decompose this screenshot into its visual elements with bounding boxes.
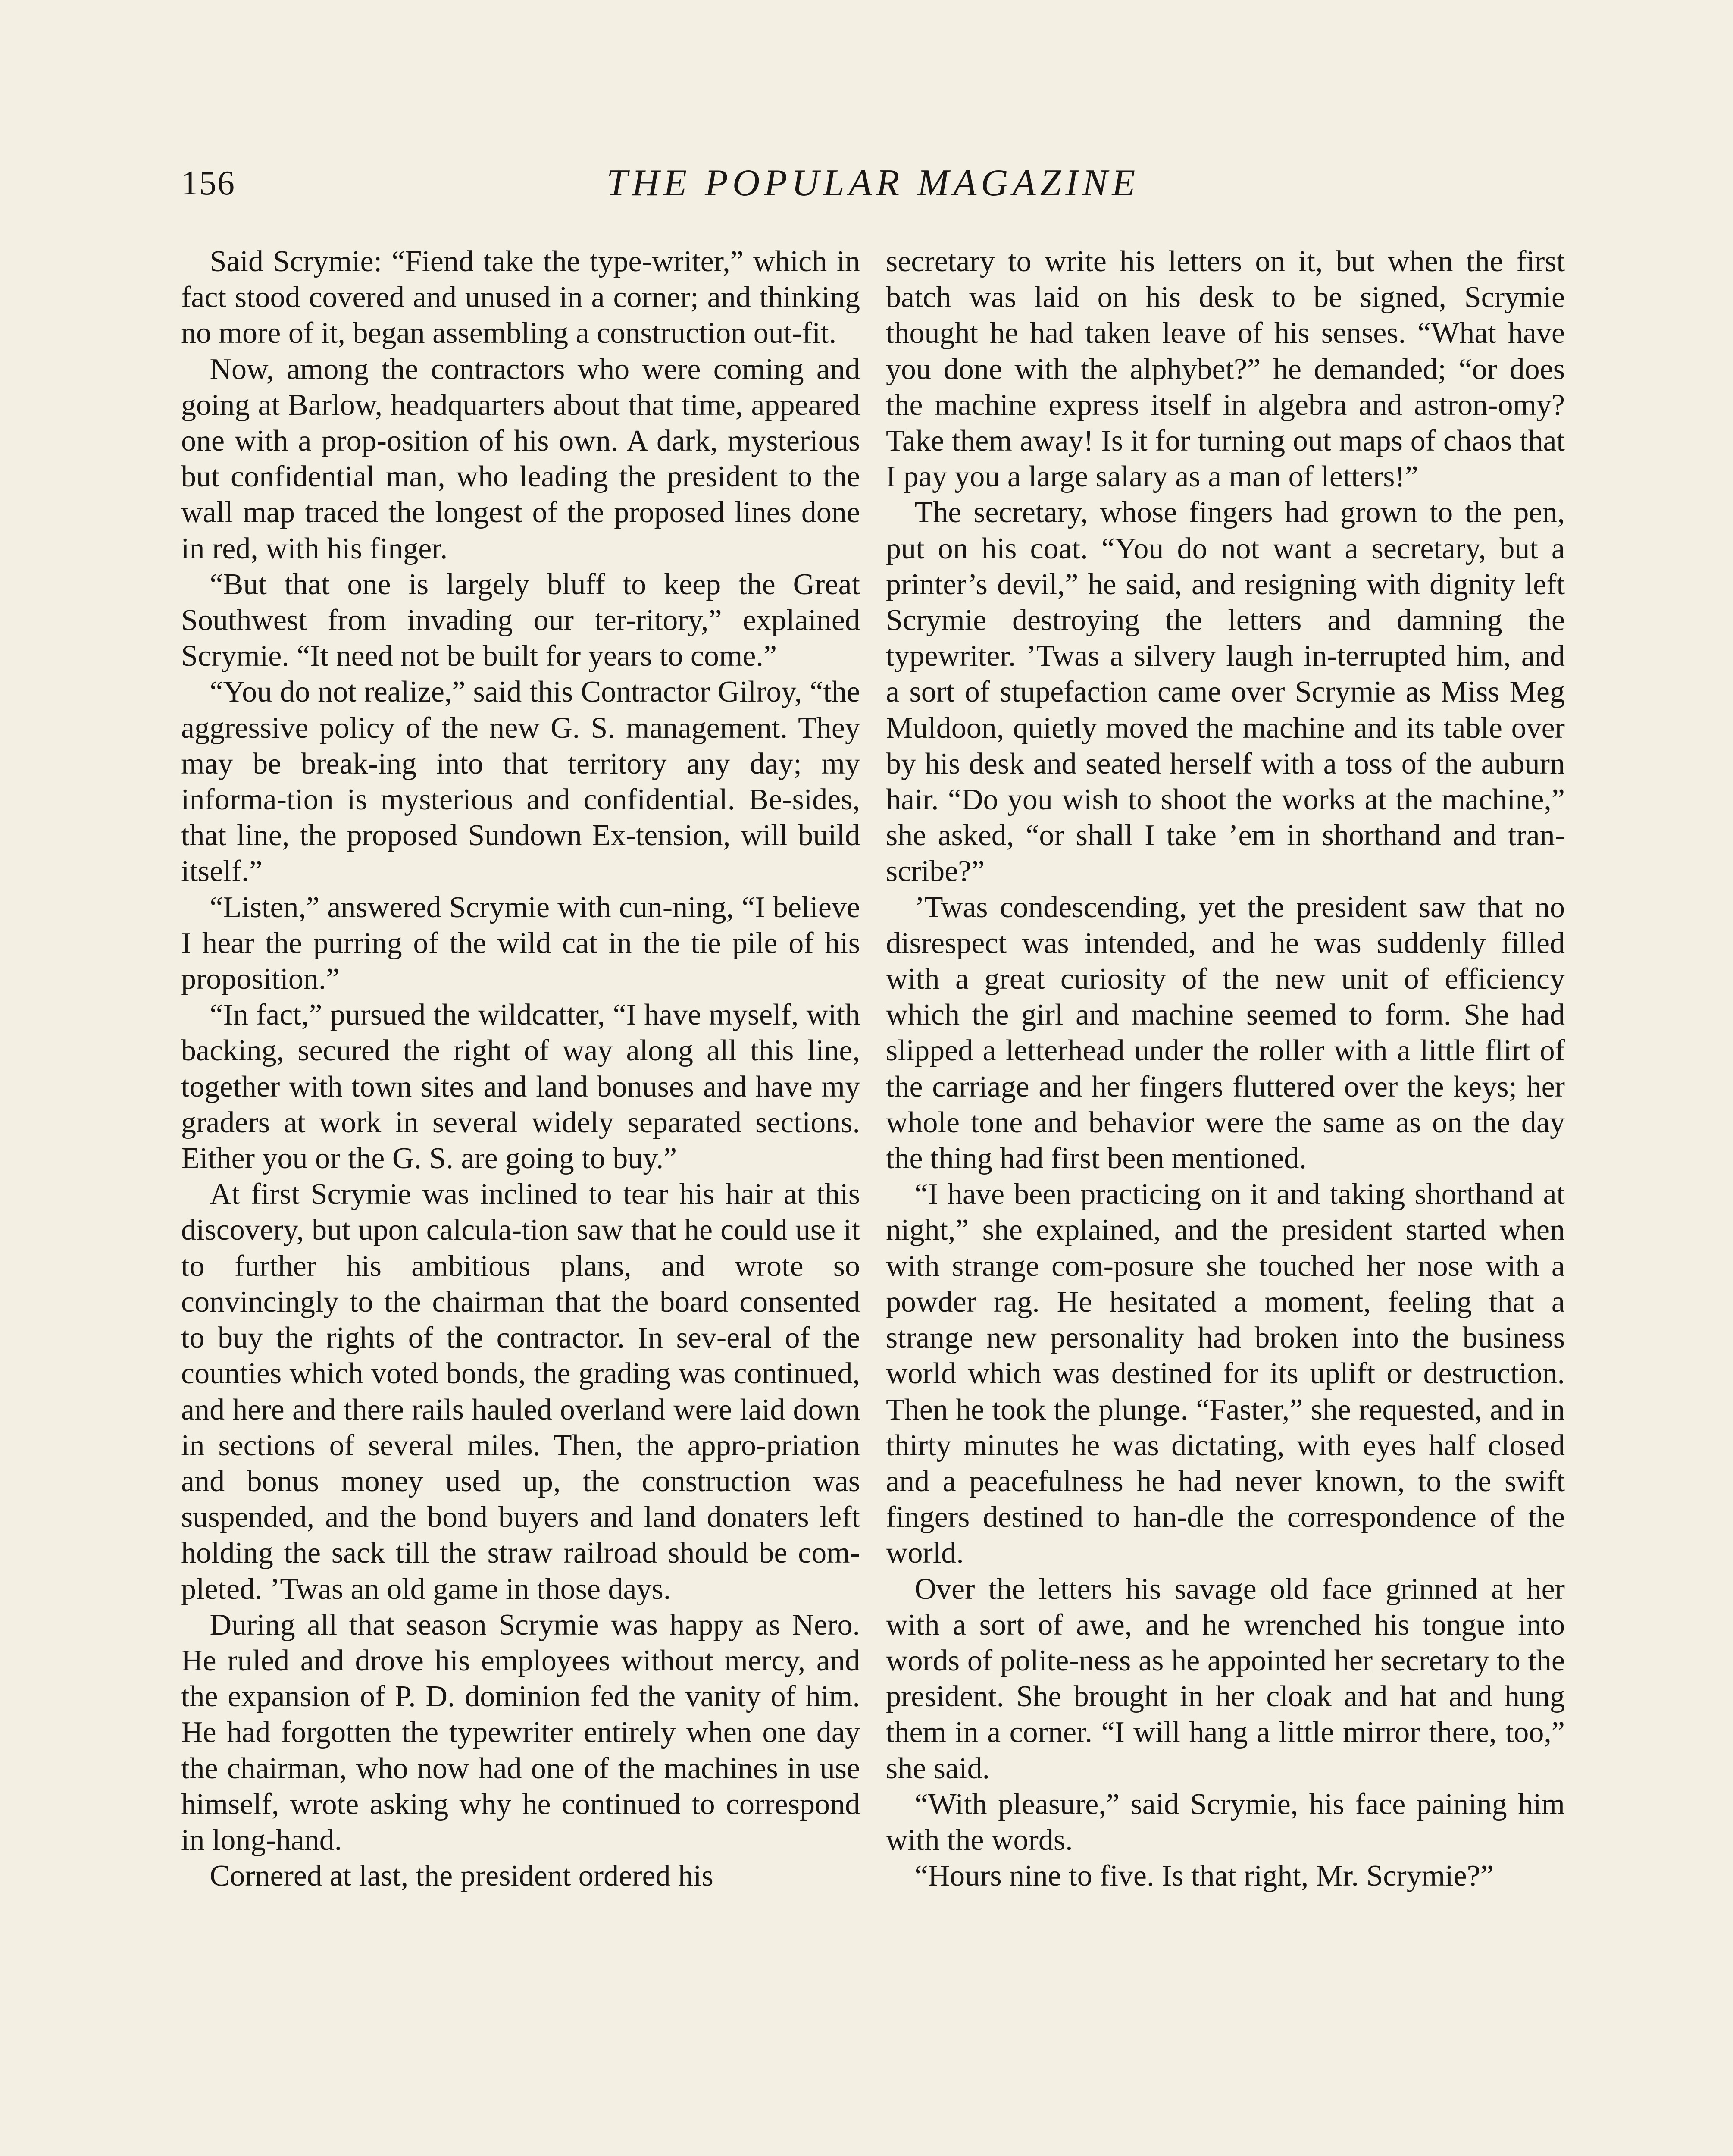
paragraph: “But that one is largely bluff to keep the Great Southwest from invading our ter-ritory,” explained Scrymie. “It need not be built for years to come.” [181, 567, 860, 673]
paragraph: “Hours nine to five. Is that right, Mr. Scrymie?” [914, 1859, 1494, 1893]
paragraph: At first Scrymie was inclined to tear his hair at this discovery, but upon calcula-tion saw that he could use it to further his ambitious plans, and wrote so convincingly to the chairman that the board consented to buy the rights of the contractor. In sev-eral of the counties which voted bonds, the grading was continued, and here and there rails hauled overland were laid down in sections of several miles. Then, the appro-priation and bonus money used up, the construction was suspended, and the bond buyers and land donaters left holding the sack till the straw railroad should be com-pleted. ’Twas an old game in those days. [181, 1178, 860, 1606]
left-column [181, 244, 860, 2156]
paragraph: Cornered at last, the president ordered his [210, 1859, 713, 1893]
paragraph: The secretary, whose fingers had grown to the pen, put on his coat. “You do not want a secretary, but a printer’s devil,” he said, and resigning with dignity left Scrymie destroying the letters and damning the typewriter. ’Twas a silvery laugh in-terrupted him, and a sort of stupefaction came over Scrymie as Miss Meg Muldoon, quietly moved the machine and its table over by his desk and seated herself with a toss of the auburn hair. “Do you wish to shoot the works at the machine,” she asked, “or shall I take ’em in shorthand and tran-scribe?” [886, 496, 1565, 888]
paragraph: Over the letters his savage old face grinned at her with a sort of awe, and he wrenched his tongue into words of polite-ness as he appointed her secretary to the president. She brought in her cloak and hat and hung them in a corner. “I will hang a little mirror there, too,” she said. [886, 1572, 1565, 1785]
paragraph: ’Twas condescending, yet the president saw that no disrespect was intended, and he was suddenly filled with a great curiosity of the new unit of efficiency which the girl and machine seemed to form. She had slipped a letterhead under the roller with a little flirt of the carriage and her fingers fluttered over the keys; her whole tone and behavior were the same as on the day the thing had first been mentioned. [886, 890, 1565, 1175]
paragraph: “Listen,” answered Scrymie with cun-ning, “I believe I hear the purring of the wild cat in the tie pile of his proposition.” [181, 890, 860, 996]
paragraph: “In fact,” pursued the wildcatter, “I have myself, with backing, secured the right of way along all this line, together with town sites and land bonuses and have my graders at work in several widely separated sections. Either you or the G. S. are going to buy.” [181, 998, 860, 1175]
paragraph: Said Scrymie: “Fiend take the type-writer,” which in fact stood covered and unused in a corner; and thinking no more of it, began assembling a construction out-fit. [181, 245, 860, 350]
paragraph: “You do not realize,” said this Contractor Gilroy, “the aggressive policy of the new G. S. management. They may be break-ing into that territory any day; my informa-tion is mysterious and confidential. Be-sides, that line, the proposed Sundown Ex-tension, will build itself.” [181, 675, 860, 888]
running-head: THE POPULAR MAGAZINE [606, 162, 1140, 204]
paragraph: secretary to write his letters on it, but when the first batch was laid on his desk to be signed, Scrymie thought he had taken leave of his senses. “What have you done with the alphybet?” he demanded; “or does the machine express itself in algebra and astron-omy? Take them away! Is it for turning out maps of chaos that I pay you a large salary as a man of letters!” [886, 245, 1565, 494]
paragraph: “I have been practicing on it and taking shorthand at night,” she explained, and the president started when with strange com-posure she touched her nose with a powder rag. He hesitated a moment, feeling that a strange new personality had broken into the business world which was destined for its uplift or destruction. Then he took the plunge. “Faster,” she requested, and in thirty minutes he was dictating, with eyes half closed and a peacefulness he had never known, to the swift fingers destined to han-dle the correspondence of the world. [886, 1178, 1565, 1570]
right-column [886, 244, 1565, 2156]
page-number: 156 [181, 164, 235, 202]
paragraph: During all that season Scrymie was happy as Nero. He ruled and drove his employees without mercy, and the expansion of P. D. dominion fed the vanity of him. He had forgotten the typewriter entirely when one day the chairman, who now had one of the machines in use himself, wrote asking why he continued to correspond in long-hand. [181, 1608, 860, 1857]
paragraph: “With pleasure,” said Scrymie, his face paining him with the words. [886, 1787, 1565, 1857]
page-header [181, 162, 1565, 213]
paragraph: Now, among the contractors who were coming and going at Barlow, headquarters about that time, appeared one with a prop-osition of his own. A dark, mysterious but confidential man, who leading the president to the wall map traced the longest of the proposed lines done in red, with his finger. [181, 352, 860, 565]
